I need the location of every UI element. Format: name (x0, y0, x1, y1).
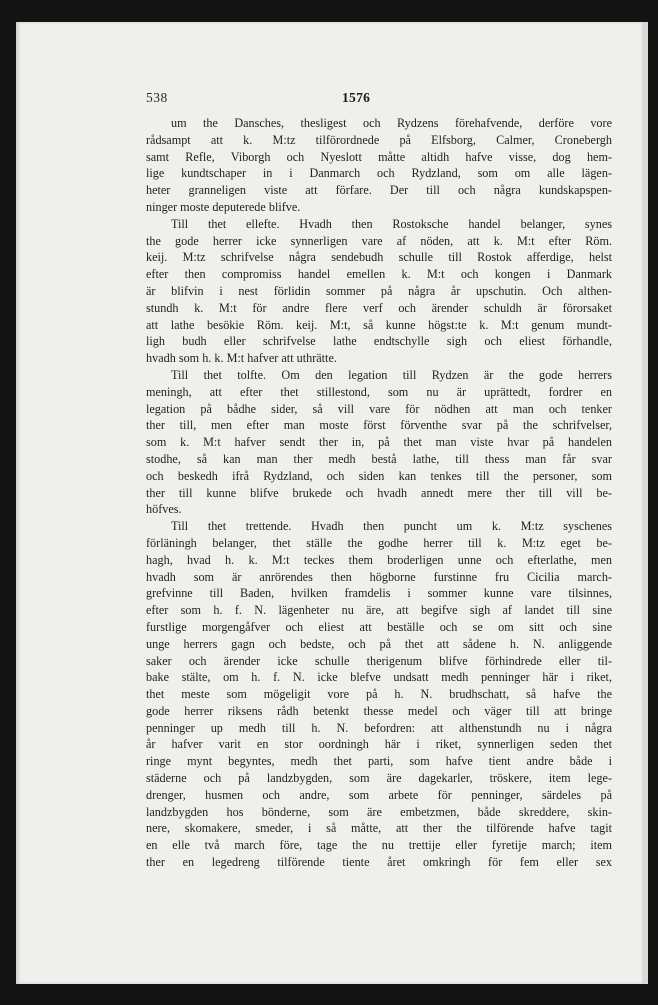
page-header (146, 90, 476, 112)
paragraph (146, 115, 612, 216)
text-line: hvadh som h. k. M:t hafver att uthrätte. (146, 351, 337, 366)
text-line: thet meste som mögeligit vore på h. N. brudhschatt, så hafve the (146, 687, 612, 702)
text-line: är blifvin i nest förlidin sommer på några år upschutin. Och althen- (146, 283, 612, 298)
text-line: penninger up medh till h. N. befordren: att althenstundh nu i några (146, 720, 612, 735)
text-line: höfves. (146, 502, 182, 517)
text-line: ther en legedreng tilförende tiente året omkringh för fem eller sex (146, 855, 612, 870)
text-line: förläningh belanger, thet ställe the godhe herrer till k. M:tz eget be- (146, 535, 612, 550)
paragraph (146, 216, 612, 367)
text-line: unge herrers gagn och bedste, och på thet att sådene h. N. anliggende (146, 636, 612, 651)
text-line: um the Dansches, thesligest och Rydzens förehafvende, derföre vore (171, 116, 612, 130)
text-line: ther till, men efter man moste först förventhe svar på the schrifvelser, (146, 418, 612, 433)
text-line: ninger moste deputerede blifve. (146, 199, 301, 214)
text-line: landzbygden hos bönderne, som äre embetzmen, både skreddere, skin- (146, 804, 612, 819)
text-line: Till thet tolfte. Om den legation till Rydzen är the gode herrers (171, 367, 612, 382)
body-text (146, 115, 612, 871)
page-number: 538 (146, 90, 168, 105)
text-line: stundh k. M:t för andre flere verf och ärender schuldh är förorsaket (146, 300, 612, 315)
text-line: Till thet ellefte. Hvadh then Rostoksche handel belanger, synes (171, 216, 612, 231)
text-line: hagh, hvad h. k. M:t teckes them broderligen unne och efterlathe, men (146, 552, 612, 567)
text-line: heter granneligen viste att förfare. Der till och några kundskapspen- (146, 183, 612, 198)
text-line: the gode herrer icke synnerligen vare af nöden, att k. M:t efter Röm. (146, 233, 612, 248)
text-line: saker och ärender icke schulle therigenum blifve förhindrede eller til- (146, 653, 612, 668)
paragraph (146, 367, 612, 518)
paragraph (146, 518, 612, 871)
text-line: stodhe, så kan man ther medh bestå lathe, till thess man får svar (146, 451, 612, 466)
text-line: Till thet trettende. Hvadh then puncht um k. M:tz syschenes (171, 519, 612, 534)
text-line: drenger, husmen och andre, som arbete för penninger, särdeles på (146, 787, 612, 802)
text-line: efter som h. f. N. lägenheter nu äre, att begifve sigh af landet till sine (146, 603, 612, 618)
text-line: samt Refle, Viborgh och Nyeslott måtte altidh hafve visse, dog hem- (146, 149, 612, 164)
text-line: efter then compromiss handel emellen k. M:t och kongen i Danmark (146, 267, 612, 282)
text-line: lige kundtschaper in i Danmarch och Rydzland, som om alle lägen- (146, 166, 612, 181)
text-line: ringe mynt begyntes, medh thet parti, som hafve tient andre både i (146, 754, 612, 769)
text-line: städerne och på landzbygden, som äre dagekarler, tröskere, item lege- (146, 771, 612, 786)
running-head-year: 1576 (342, 90, 371, 105)
text-line: hvadh som är anrörendes then högborne furstinne fru Cicilia march- (146, 569, 612, 584)
text-line: ther till kunne blifve brukede och hvadh annedt mere ther till vill be- (146, 485, 612, 500)
text-line: gode herrer riksens rådh betenkt thesse medel och väger till att bringe (146, 703, 612, 718)
text-line: en elle två march före, tage the nu trettije eller fyretije march; item (146, 838, 612, 853)
text-line: keij. M:tz schrifvelse några sendebudh schulle till Rostok afferdige, helst (146, 250, 612, 265)
text-line: nere, skomakere, smeder, i så måtte, att ther the tilförende hafve tagit (146, 821, 612, 836)
text-line: och beskedh ifrå Rydzland, och siden kan tenkes till the personer, som (146, 468, 612, 483)
text-line: att lathe besökie Röm. keij. M:t, så kunne högst:te k. M:t genum mundt- (146, 317, 612, 332)
text-line: meningh, att efter thet stillestond, som nu är uprättedt, fordrer en (146, 384, 612, 399)
text-line: år hafver varit en stor oordningh här i riket, synnerligen seden thet (146, 737, 612, 752)
text-line: ligh budh eller schrifvelse lathe endtschylle sigh och eliest förhandle, (146, 334, 612, 349)
text-line: legation på bådhe sider, så vill vare för nödhen att man och tenker (146, 401, 612, 416)
book-page (16, 22, 648, 984)
text-line: furstlige morgengåfver och eliest att beställe och se om sitt och sine (146, 619, 612, 634)
text-line: som k. M:t hafver sendt ther in, på thet man viste hvar på handelen (146, 435, 612, 450)
text-line: grefvinne till Baden, hvilken framdelis i sommer kunne vare tilsinnes, (146, 586, 612, 601)
text-line: rådsampt att k. M:tz tilförordnede på Elfsborg, Calmer, Cronebergh (146, 132, 612, 147)
text-line: bake stälte, om h. f. N. icke blefve undsatt medh penninger här i riket, (146, 670, 612, 685)
